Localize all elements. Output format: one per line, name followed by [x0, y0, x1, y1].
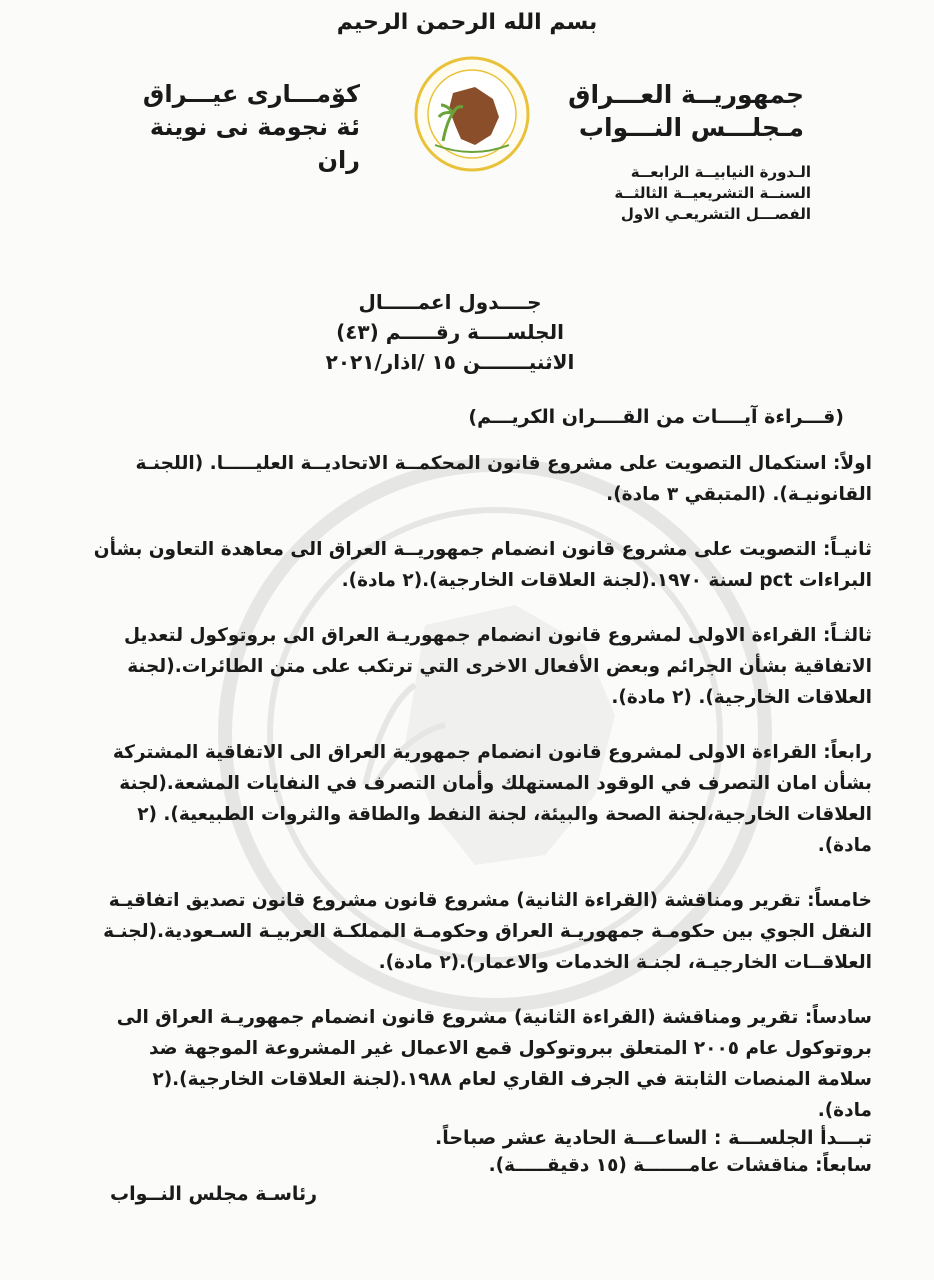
- agenda-item-label: رابعاً:: [823, 742, 872, 763]
- legislative-chapter: الفصـــل التشريعـي الاول: [620, 205, 811, 223]
- agenda-item-text: تقرير ومناقشة (القراءة الثانية) مشروع قانون انضمام جمهوريـة العراق الى بروتوكول عام ٢٠٠٥ المتعلق ببروتوكول قمع الاعمال غير المشروعة الموجهة ضد سلامة المنصات الثابتة في الجرف القاري لعام ١٩٨٨.(لجنة العلاقات الخارجية).(٢ مادة).: [116, 1007, 872, 1121]
- agenda-item-3: [92, 620, 872, 713]
- agenda-item-text: استكمال التصويت على مشروع قانون المحكمــة الاتحاديــة العليـــــا. (اللجنـة القانونيـة). (المتبقي ٣ مادة).: [135, 453, 872, 505]
- header-kurdish-line1: كۆمـــارى عيـــراق: [142, 80, 360, 108]
- agenda-item-2: [92, 534, 872, 596]
- agenda-item-label: خامساً:: [807, 890, 872, 911]
- agenda-item-label: ثانيـاً:: [822, 539, 872, 560]
- signature-presidency: رئاسـة مجلس النــواب: [110, 1183, 318, 1205]
- agenda-item-5: [92, 885, 872, 978]
- header-parliament-line: مـجلـــس النـــواب: [578, 113, 804, 142]
- agenda-item-label: سابعاً:: [815, 1155, 872, 1176]
- header-republic-line: جمهوريــة العـــراق: [568, 80, 804, 109]
- session-number: الجلســــة رقـــــم (٤٣): [336, 320, 564, 344]
- basmala: بسم الله الرحمن الرحيم: [336, 10, 598, 35]
- session-date: الاثنيـــــــن ١٥ /اذار/٢٠٢١: [325, 350, 575, 374]
- parliament-logo-icon: [413, 55, 531, 173]
- agenda-item-label: ثالثـاً:: [822, 625, 872, 646]
- session-info: [551, 162, 811, 225]
- agenda-title: جــــدول اعمـــــال: [358, 290, 542, 314]
- header-republic-block: [544, 78, 804, 144]
- agenda-item-text: تقرير ومناقشة (القراءة الثانية) مشروع قانون مشروع قانون تصديق اتفاقيـة النقل الجوي بين حكومـة جمهوريـة العراق وحكومـة المملكـة العربيـة السـعودية.(لجنـة العلاقــات الخارجيـة، لجنـة الخدمات والاعمار).(٢ مادة).: [103, 890, 872, 973]
- agenda-item-label: سادساً:: [804, 1007, 872, 1028]
- agenda-item-label: اولاً:: [832, 453, 872, 474]
- agenda-item-4: [92, 737, 872, 861]
- parliamentary-term: الـدورة النيابيــة الرابعــة: [630, 163, 811, 181]
- legislative-year: السنــة التشريعيــة الثالثــة: [614, 184, 811, 202]
- quran-reading: (قـــراءة آيــــات من القــــران الكريـــم): [468, 406, 844, 428]
- agenda-item-text: التصويت على مشروع قانون انضمام جمهوريــة العراق الى معاهدة التعاون بشأن البراءات pct لسنة ١٩٧٠.(لجنة العلاقات الخارجية).(٢ مادة).: [93, 539, 872, 591]
- agenda-item-7: [92, 1150, 872, 1181]
- agenda-items: [92, 448, 872, 1205]
- header-kurdish-line2: ئة نجومة نى نوينة ران: [149, 113, 360, 174]
- agenda-item-6: [92, 1002, 872, 1126]
- agenda-heading: [300, 287, 600, 377]
- agenda-item-1: [92, 448, 872, 510]
- agenda-item-text: مناقشات عامـــــــة (١٥ دقيقـــــة).: [488, 1155, 816, 1176]
- session-start-time: تبـــدأ الجلســـة : الساعـــة الحادية عشر صباحاً.: [435, 1127, 872, 1149]
- agenda-item-text: القراءة الاولى لمشروع قانون انضمام جمهورية العراق الى الاتفاقية المشتركة بشأن امان التصرف في الوقود المستهلك وأمان التصرف في النفايات المشعة.(لجنة العلاقات الخارجية،لجنة الصحة والبيئة، لجنة النفط والطاقة والثروات الطبيعية). (٢ مادة).: [112, 742, 872, 856]
- agenda-item-text: القراءة الاولى لمشروع قانون انضمام جمهوريـة العراق الى بروتوكول لتعديل الاتفاقية بشأن الجرائم وبعض الأفعال الاخرى التي ترتكب على متن الطائرات.(لجنة العلاقات الخارجية). (٢ مادة).: [123, 625, 872, 708]
- header-kurdish-block: [120, 78, 360, 177]
